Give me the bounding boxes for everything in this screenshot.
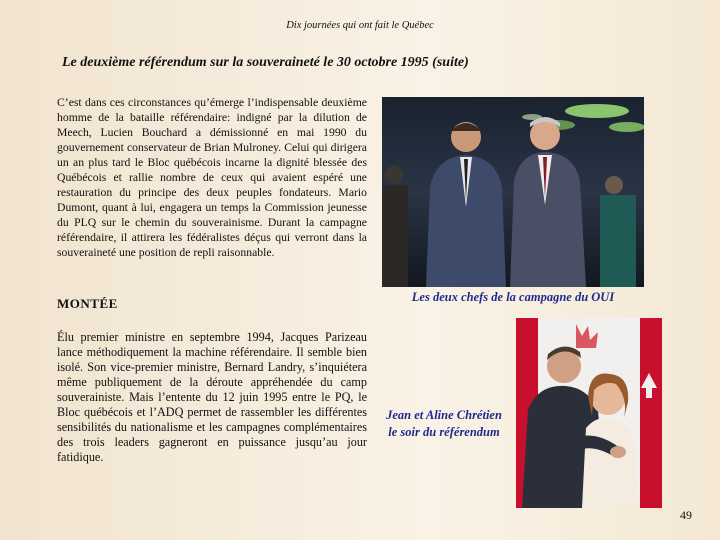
- caption-line-2: le soir du référendum: [388, 425, 500, 439]
- page-title: Le deuxième référendum sur la souveraineté le 30 octobre 1995 (suite): [62, 55, 469, 70]
- paragraph-intro: C’est dans ces circonstances qu’émerge l’indispensable deuxième homme de la bataille référendaire: indigné par la dilution de Meech, Lucien Bouchard a démissionné en mai 1990 du gouvernement conservateur de Brian Mulroney. Celui qui dirigera un an plus tard le Bloc québécois incarne la dignité blessée des Québécois et rallie nombre de ceux qui avaient espéré une restauration du principe des deux peuples fondateurs. Mario Dumont, quant à lui, engagera un temps la Commission jeunesse du PLQ sur le chemin du souverainisme. Durant la campagne référendaire, il attirera les fédéralistes déçus qui verront dans la souveraineté une position de repli raisonnable.: [57, 96, 367, 259]
- page-number: 49: [680, 508, 692, 522]
- photo-two-leaders: [382, 97, 644, 287]
- section-heading: MONTÉE: [57, 296, 118, 311]
- caption-line-1: Jean et Aline Chrétien: [386, 408, 502, 422]
- photo-caption-leaders: Les deux chefs de la campagne du OUI: [411, 290, 615, 304]
- photo-chretien-couple: [516, 318, 662, 508]
- paragraph-montee: Élu premier ministre en septembre 1994, Jacques Parizeau lance méthodiquement la machine référendaire. Il semble bien isolé. Son vice-premier ministre, Bernard Landry, s’inquiétera même publiquement de la déroute appréhendée du camp souverainiste. Mais l’entente du 12 juin 1995 entre le PQ, le Bloc québécois et l’ADQ permet de rassembler les différentes sensibilités du nationalisme et les campagnes complémentaires des trois leaders gagneront en puissance jusqu’au jour fatidique.: [57, 330, 367, 464]
- photo-caption-chretien: [376, 407, 512, 441]
- running-header: Dix journées qui ont fait le Québec: [286, 20, 434, 31]
